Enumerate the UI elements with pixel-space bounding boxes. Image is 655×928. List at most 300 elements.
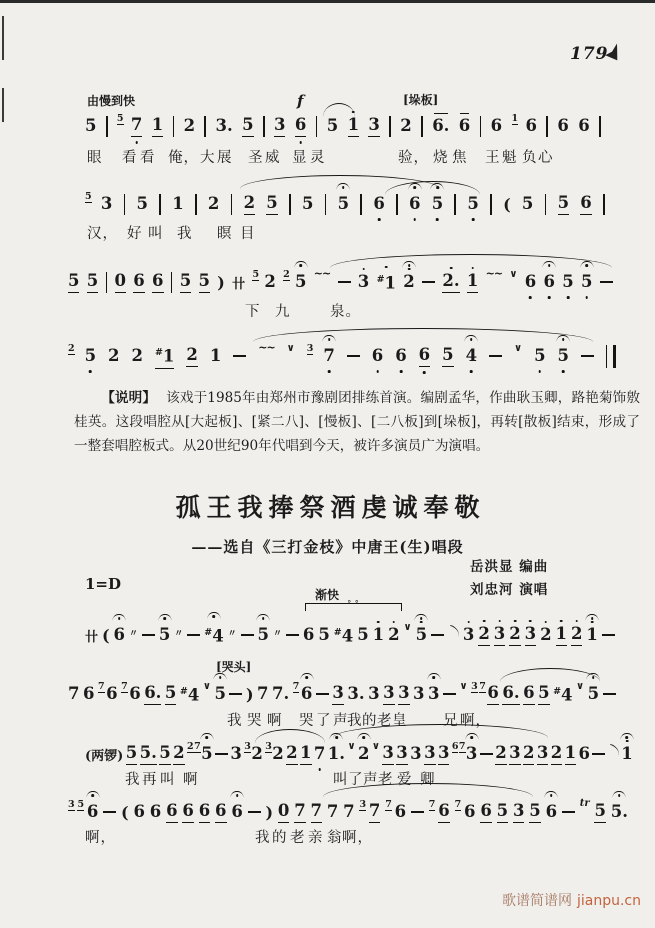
note-body: 7 — [294, 801, 305, 823]
note — [491, 116, 502, 136]
sharp-icon: # — [204, 627, 213, 639]
note — [558, 193, 569, 215]
note — [558, 346, 569, 366]
note-body: 2 — [388, 625, 400, 644]
note — [101, 194, 112, 214]
note — [173, 743, 184, 765]
note-body: 5. — [610, 802, 628, 821]
duration-dash — [103, 811, 116, 813]
note — [332, 683, 343, 705]
fermata-icon — [300, 673, 313, 680]
note — [588, 684, 599, 704]
note — [534, 346, 545, 366]
note — [182, 801, 193, 823]
note-body: 7 — [326, 802, 339, 821]
macron-mark — [460, 113, 469, 114]
fermata-icon — [113, 614, 126, 621]
lyric-syllable: 了 — [316, 713, 332, 729]
note — [301, 684, 312, 704]
note — [565, 743, 576, 765]
note-body: 2 — [357, 744, 370, 763]
note — [323, 346, 334, 366]
music-line — [68, 266, 613, 339]
note-body: 1 — [467, 271, 478, 293]
lyric-syllable: 俺， — [168, 150, 199, 166]
note-body: 6 — [106, 684, 118, 703]
note-body: 6 — [215, 801, 226, 823]
note — [165, 683, 176, 705]
note — [159, 743, 170, 765]
note — [251, 744, 262, 764]
note-body: 5 — [337, 194, 350, 213]
note-body: 5 — [594, 801, 605, 823]
grace-note: 5 — [252, 269, 260, 280]
note-body: 2 — [286, 743, 297, 765]
tremolo-icon: 〃 — [227, 628, 237, 639]
note-body: 7 — [257, 684, 269, 703]
lyric-syllable: 圣 — [248, 150, 264, 166]
octave-dot-below — [378, 218, 381, 221]
board-mark-label: [垛板] — [403, 93, 439, 107]
note — [155, 343, 174, 369]
note-token-row — [68, 681, 616, 707]
note-body: 5 — [295, 272, 307, 291]
note-body: 5 — [562, 272, 574, 291]
barline — [195, 194, 197, 215]
grace-note: 2 — [283, 269, 290, 280]
fermata-icon — [86, 791, 99, 798]
grace-note: 7 — [479, 681, 486, 692]
note-body: 6 — [82, 684, 95, 703]
note-body: 1 — [300, 743, 311, 765]
note — [85, 116, 96, 136]
octave-dot-below — [529, 296, 532, 299]
note-body: 5 — [431, 194, 444, 213]
barline — [396, 194, 398, 215]
barline — [106, 116, 108, 137]
note — [214, 684, 225, 704]
breath-mark-icon: ∨ — [371, 740, 380, 752]
breath-mark-icon: ∨ — [202, 680, 211, 692]
grace-note: 6 — [451, 741, 459, 752]
octave-dot-below — [423, 371, 426, 374]
note-body: 1. — [327, 744, 346, 763]
note — [266, 193, 277, 215]
note-body: 1 — [565, 743, 576, 765]
note — [553, 682, 572, 706]
note — [497, 801, 508, 823]
lyric-syllable: 威 — [265, 150, 281, 166]
grace-note: 3 — [265, 741, 272, 752]
duration-dash — [480, 753, 493, 755]
lyric-syllable: 下 — [245, 304, 261, 320]
note — [150, 802, 161, 822]
lyric-syllable: 好 — [127, 226, 143, 242]
note — [398, 683, 409, 705]
open-paren: ( — [121, 802, 129, 822]
note — [199, 801, 210, 823]
fermata-icon — [545, 791, 558, 798]
note-body: 2 — [509, 624, 520, 646]
lyric-syllable: 我 — [125, 772, 141, 788]
grace-note: 7 — [121, 681, 128, 692]
note — [368, 115, 379, 137]
note-body: 3 — [398, 683, 409, 705]
note-body: 3 — [368, 115, 379, 137]
note-body: 6 — [580, 193, 591, 215]
note — [372, 346, 383, 366]
text-token: (两锣) — [85, 748, 124, 764]
note — [509, 624, 520, 646]
lyric-syllable: 展 — [217, 150, 233, 166]
board-mark-label: [哭头] — [216, 660, 252, 674]
note — [466, 346, 477, 366]
note — [132, 346, 143, 366]
note-body: 6 — [394, 802, 407, 821]
close-paren: ) — [265, 802, 274, 822]
note — [180, 682, 199, 706]
octave-dot-below — [562, 370, 565, 373]
note-body: 3 — [462, 625, 475, 644]
barline — [159, 194, 161, 215]
note-body: 1 — [556, 624, 567, 646]
note — [106, 684, 117, 704]
note-body: 5. — [140, 743, 157, 765]
note-body: 5 — [357, 625, 369, 644]
lyric-syllable: 啊 — [267, 713, 283, 729]
slur-arc — [323, 103, 355, 117]
lyric-syllable: 灵 — [310, 150, 326, 166]
note-body: 3 — [230, 744, 242, 763]
note — [409, 194, 420, 214]
note — [140, 743, 157, 765]
note-body: 1 — [372, 625, 385, 644]
note — [509, 743, 520, 765]
octave-dot-above — [483, 620, 486, 623]
explanation-text: 该戏于1985年由郑州市豫剧团排练首演。编剧孟华，作曲耿玉卿，路艳菊饰敫桂英。这段唱腔从[大起板]、[紧二八]、[慢板]、[二八板]到[垛板]，再转[散板]结束，形成了一整套唱腔板式。从20世纪90年代唱到今天，被许多演员广为演唱。 — [74, 390, 641, 455]
note-body: 2 — [551, 743, 562, 765]
octave-dot-below — [548, 296, 551, 299]
note — [357, 625, 368, 645]
note-body: #1 — [376, 273, 397, 293]
lyric-syllable: 叫 — [333, 772, 349, 788]
note-body: 2 — [108, 346, 120, 365]
note-body: 5 — [587, 684, 600, 703]
lyric-syllable: 看 — [140, 150, 156, 166]
note-body: 6 — [578, 744, 591, 763]
note — [87, 802, 98, 822]
note — [368, 684, 379, 704]
note-body: 6 — [524, 272, 537, 291]
grace-note: 7 — [292, 681, 300, 692]
note — [180, 271, 191, 293]
duration-dash — [422, 281, 435, 283]
note — [377, 270, 396, 294]
lyric-syllable: 我 — [227, 713, 243, 729]
note-body: 2 — [540, 625, 552, 644]
note-body: 3 — [494, 624, 505, 646]
note — [131, 115, 142, 137]
lyric-syllable: 瞑 — [217, 226, 233, 242]
note — [494, 624, 505, 646]
note — [216, 116, 233, 136]
tempo-bracket — [305, 603, 402, 611]
duration-dash — [142, 634, 155, 636]
note — [382, 743, 393, 765]
lyric-syllable: 的 — [272, 830, 288, 846]
note-body: 0 — [278, 801, 289, 823]
note — [303, 625, 314, 645]
lyric-syllable: 爱 — [397, 772, 413, 788]
note — [480, 801, 491, 823]
lyric-syllable: 了 — [348, 772, 364, 788]
grace-note: 7 — [428, 799, 436, 810]
note — [487, 683, 498, 705]
lyric-syllable: 声 — [363, 772, 379, 788]
open-paren: ( — [101, 625, 110, 645]
tremolo-icon: 〃 — [174, 628, 184, 639]
note-body: 6 — [487, 683, 498, 705]
note-body: 6 — [395, 346, 407, 365]
piece-subtitle: ——选自《三打金枝》中唐王(生)唱段 — [191, 538, 464, 556]
note — [166, 801, 177, 823]
note — [611, 802, 628, 822]
note-body: 3 — [537, 743, 548, 765]
note-body: 2 — [478, 624, 489, 646]
note-body: 7 — [311, 801, 322, 823]
note — [526, 116, 537, 136]
fermata-icon — [613, 791, 626, 798]
note-token-row — [68, 340, 616, 369]
note — [184, 116, 195, 136]
octave-dot-above — [467, 621, 470, 624]
lyric-syllable: 老 — [377, 713, 393, 729]
note — [186, 345, 197, 367]
note — [272, 684, 289, 704]
note — [133, 271, 144, 293]
note — [295, 115, 306, 137]
note-body: 7 — [131, 115, 142, 137]
note — [278, 801, 289, 823]
note-body: 5 — [581, 272, 593, 291]
watermark-site: 歌谱简谱网 — [501, 893, 572, 909]
trill-icon: tr — [579, 797, 590, 809]
note-token-row — [85, 191, 605, 217]
note-body: 5 — [529, 801, 540, 823]
note — [152, 115, 163, 137]
grace-note: 7 — [385, 799, 392, 810]
board-mark-label: 由慢到快 — [87, 94, 136, 108]
note — [338, 194, 349, 214]
barline — [599, 116, 601, 137]
note — [594, 801, 605, 823]
composer-credit: 岳洪显 编曲 — [470, 559, 549, 575]
note-body: 2 — [251, 744, 263, 763]
text-token: 卄 — [85, 629, 99, 645]
note-body: 3 — [428, 684, 440, 703]
note-body: 3 — [396, 743, 407, 765]
note — [586, 625, 597, 645]
note — [172, 194, 183, 214]
duration-dash — [241, 634, 254, 636]
macron-mark — [434, 113, 448, 114]
note — [513, 801, 524, 823]
note — [523, 743, 534, 765]
barline — [545, 194, 547, 215]
lyric-syllable: 老 — [290, 830, 306, 846]
breath-mark-icon: ∨ — [403, 621, 412, 633]
note-body: 5 — [467, 194, 479, 213]
octave-dot-below — [567, 296, 570, 299]
note — [258, 625, 269, 645]
note-body: 7 — [68, 684, 80, 703]
note-body: 2. — [442, 271, 459, 293]
grace-note: 1 — [511, 113, 519, 124]
barline — [389, 116, 391, 137]
fermata-icon — [158, 614, 171, 621]
grace-note: 7 — [194, 741, 201, 752]
note — [424, 743, 435, 765]
note — [126, 743, 137, 765]
note-body: 5 — [538, 683, 549, 705]
note — [523, 683, 534, 705]
lyric-syllable: 再 — [142, 772, 158, 788]
barline — [603, 194, 605, 215]
octave-dot-above — [560, 620, 563, 623]
note-body: 6 — [545, 802, 558, 821]
note-body: 3. — [347, 684, 365, 703]
lyric-syllable: 魁 — [502, 150, 518, 166]
note-body: 6 — [129, 684, 141, 703]
note-body: 4 — [465, 346, 478, 365]
note-body: 6 — [419, 345, 430, 367]
text-token: 卄 — [232, 276, 246, 292]
barline — [360, 194, 362, 215]
wavy-line-icon: ~~ — [258, 340, 275, 354]
octave-dot-below — [470, 370, 473, 373]
note — [257, 684, 268, 704]
lyric-syllable: 泉。 — [330, 304, 361, 320]
note-body: 5 — [318, 625, 330, 644]
watermark-url: jianpu.cn — [576, 893, 641, 909]
barline — [204, 116, 206, 137]
grace-note: 2 — [187, 741, 194, 752]
note-body: 3 — [383, 683, 394, 705]
note — [264, 272, 275, 292]
note-body: 5 — [87, 271, 98, 293]
note-body: 1 — [152, 115, 163, 137]
note — [208, 194, 219, 214]
note-body: 6 — [373, 194, 385, 213]
duration-dash — [248, 811, 261, 813]
note-body: #1 — [155, 343, 174, 369]
note-body: #4 — [204, 626, 224, 646]
note-body: 2 — [183, 116, 196, 135]
note-body: 3 — [465, 744, 478, 763]
breath-mark-icon: ∨ — [286, 342, 295, 354]
barline — [546, 116, 548, 137]
note — [403, 272, 414, 292]
note — [334, 623, 353, 647]
note-body: 6 — [199, 801, 210, 823]
note-body: #4 — [179, 685, 200, 705]
note — [413, 684, 424, 704]
note-body: 0 — [115, 271, 126, 293]
octave-dot-below — [299, 141, 302, 144]
note-body: 6. — [144, 683, 161, 705]
lyric-syllable: 卿 — [420, 772, 436, 788]
note-body: 7 — [343, 802, 355, 821]
note-body: 5 — [201, 744, 213, 763]
lyric-syllable: 兄 — [443, 713, 459, 729]
note-body: 6 — [578, 116, 590, 135]
lyric-syllable: 啊， — [85, 830, 116, 846]
note — [358, 744, 369, 764]
note-body: 3. — [215, 116, 233, 135]
note-body: 1 — [348, 115, 359, 137]
note-body: 5 — [415, 625, 428, 644]
note-body: 3 — [513, 801, 524, 823]
note-body: 5 — [242, 115, 253, 137]
note-token-row — [85, 622, 615, 648]
note — [419, 345, 430, 367]
explanation-block — [74, 386, 640, 459]
note — [571, 624, 582, 646]
fermata-icon — [207, 612, 220, 619]
octave-dot-below — [539, 370, 542, 373]
octave-dot-below — [318, 768, 321, 771]
note-body: 6 — [408, 194, 421, 213]
lyric-syllable: 叫 — [160, 772, 176, 788]
note — [551, 743, 562, 765]
note — [230, 744, 241, 764]
watermark — [502, 890, 641, 910]
note — [201, 744, 212, 764]
note-body: 6 — [464, 802, 476, 821]
note — [438, 743, 449, 765]
note — [410, 744, 421, 764]
lyric-syllable: 汉， — [87, 226, 118, 242]
note — [327, 802, 338, 822]
note — [369, 801, 380, 823]
sharp-icon: # — [154, 347, 163, 359]
note — [416, 625, 427, 645]
duration-dash — [581, 355, 594, 357]
lyric-syllable: 验， — [398, 150, 429, 166]
note-body: 6 — [302, 625, 315, 644]
key-signature: 1=D — [85, 575, 122, 593]
grace-note: 5 — [77, 799, 85, 810]
note — [538, 683, 549, 705]
note — [348, 115, 359, 137]
note — [383, 683, 394, 705]
note-body: 3 — [410, 744, 422, 763]
note — [464, 802, 475, 822]
barline — [490, 194, 492, 215]
breath-mark-icon: ∨ — [459, 680, 468, 692]
note — [286, 743, 297, 765]
note — [68, 684, 79, 704]
lyric-syllable: 老 — [378, 772, 394, 788]
lyric-syllable: 我 — [347, 713, 363, 729]
barline — [289, 194, 291, 215]
note — [231, 802, 242, 822]
lyric-syllable: 声 — [333, 713, 349, 729]
barline — [325, 194, 327, 215]
note-body: 3 — [368, 684, 380, 703]
note — [540, 625, 551, 645]
note — [244, 193, 255, 215]
